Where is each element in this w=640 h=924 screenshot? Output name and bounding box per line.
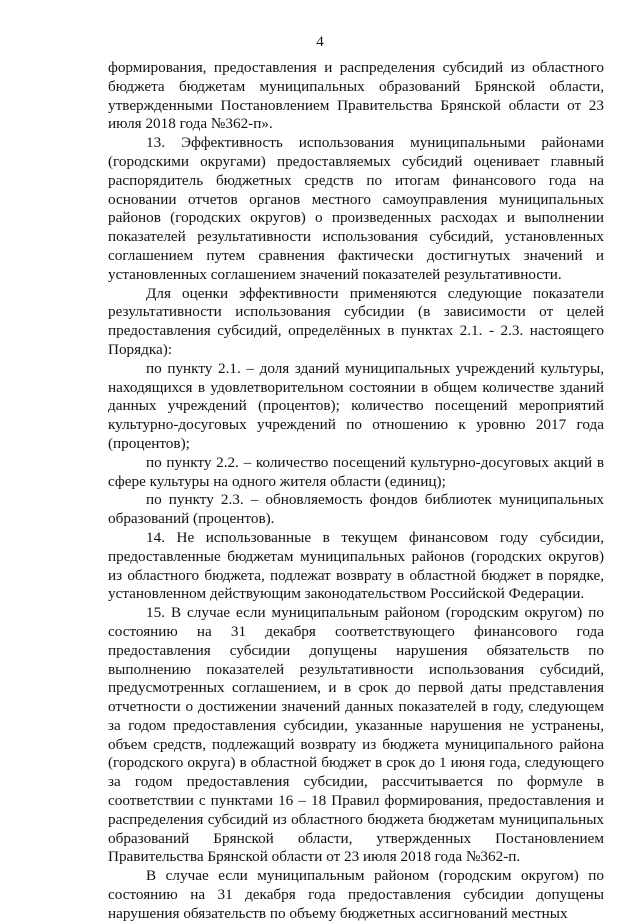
paragraph-item-2-2: по пункту 2.2. – количество посещений культурно-досуговых акций в сфере культуры на одного жителя области (единиц); — [108, 453, 604, 490]
paragraph-indicators-intro: Для оценки эффективности применяются следующие показатели результативности использования субсидии (в зависимости от целей предоставления субсидий, определённых в пунктах 2.1. - 2.3. настоящего Порядка): — [108, 284, 604, 358]
paragraph-15-continued: В случае если муниципальным районом (городским округом) по состоянию на 31 декабря года предоставления субсидии допущены нарушения обязательств по объему бюджетных ассигнований местных — [108, 867, 604, 922]
document-body — [108, 59, 604, 924]
paragraph-14: 14. Не использованные в текущем финансовом году субсидии, предоставленные бюджетам муниципальных районов (городских округов) из областного бюджета, подлежат возврату в областной бюджет в порядке, установленном действующим законодательством Российской Федерации. — [108, 528, 604, 603]
paragraph-continuation: формирования, предоставления и распределения субсидий из областного бюджета бюджетам муниципальных образований Брянской области, утвержденными Постановлением Правительства Брянской области от 23 июля 2018 года №362-п». — [108, 59, 604, 133]
paragraph-15: 15. В случае если муниципальным районом (городским округом) по состоянию на 31 декабря соответствующего финансового года предоставления субсидии допущены нарушения обязательств по выполнению показателей результативности использования субсидий, предусмотренных соглашением, и в срок до первой даты представления отчетности о достижении значений данных показателей в году, следующем за годом предоставления субсидии, указанные нарушения не устранены, объем средств, подлежащий возврату из бюджета муниципального района (городского округа) в областной бюджет в срок до 1 июня года, следующего за годом предоставления субсидии, рассчитывается по формуле в соответствии с пунктами 16 – 18 Правил формирования, предоставления и распределения субсидий из областного бюджета бюджетам муниципальных образований Брянской области, утвержденных Постановлением Правительства Брянской области от 23 июля 2018 года №362-п. — [108, 604, 604, 866]
page-number: 4 — [316, 34, 324, 50]
paragraph-item-2-1: по пункту 2.1. – доля зданий муниципальных учреждений культуры, находящихся в удовлетворительном состоянии в общем количестве зданий данных учреждений (процентов); количество посещений мероприятий культурно-досуговых учреждений по отношению к уровню 2017 года (процентов); — [108, 359, 604, 452]
paragraph-13: 13. Эффективность использования муниципальными районами (городскими округами) предоставляемых субсидий оценивает главный распорядитель бюджетных средств по итогам финансового года на основании отчетов органов местного самоуправления муниципальных районов (городских округов) о произведенных расходах и выполнении показателей результативности использования субсидий, установленных соглашением путем сравнения фактически достигнутых значений и установленных соглашением значений показателей результативности. — [108, 134, 604, 283]
paragraph-item-2-3: по пункту 2.3. – обновляемость фондов библиотек муниципальных образований (процентов). — [108, 491, 604, 528]
